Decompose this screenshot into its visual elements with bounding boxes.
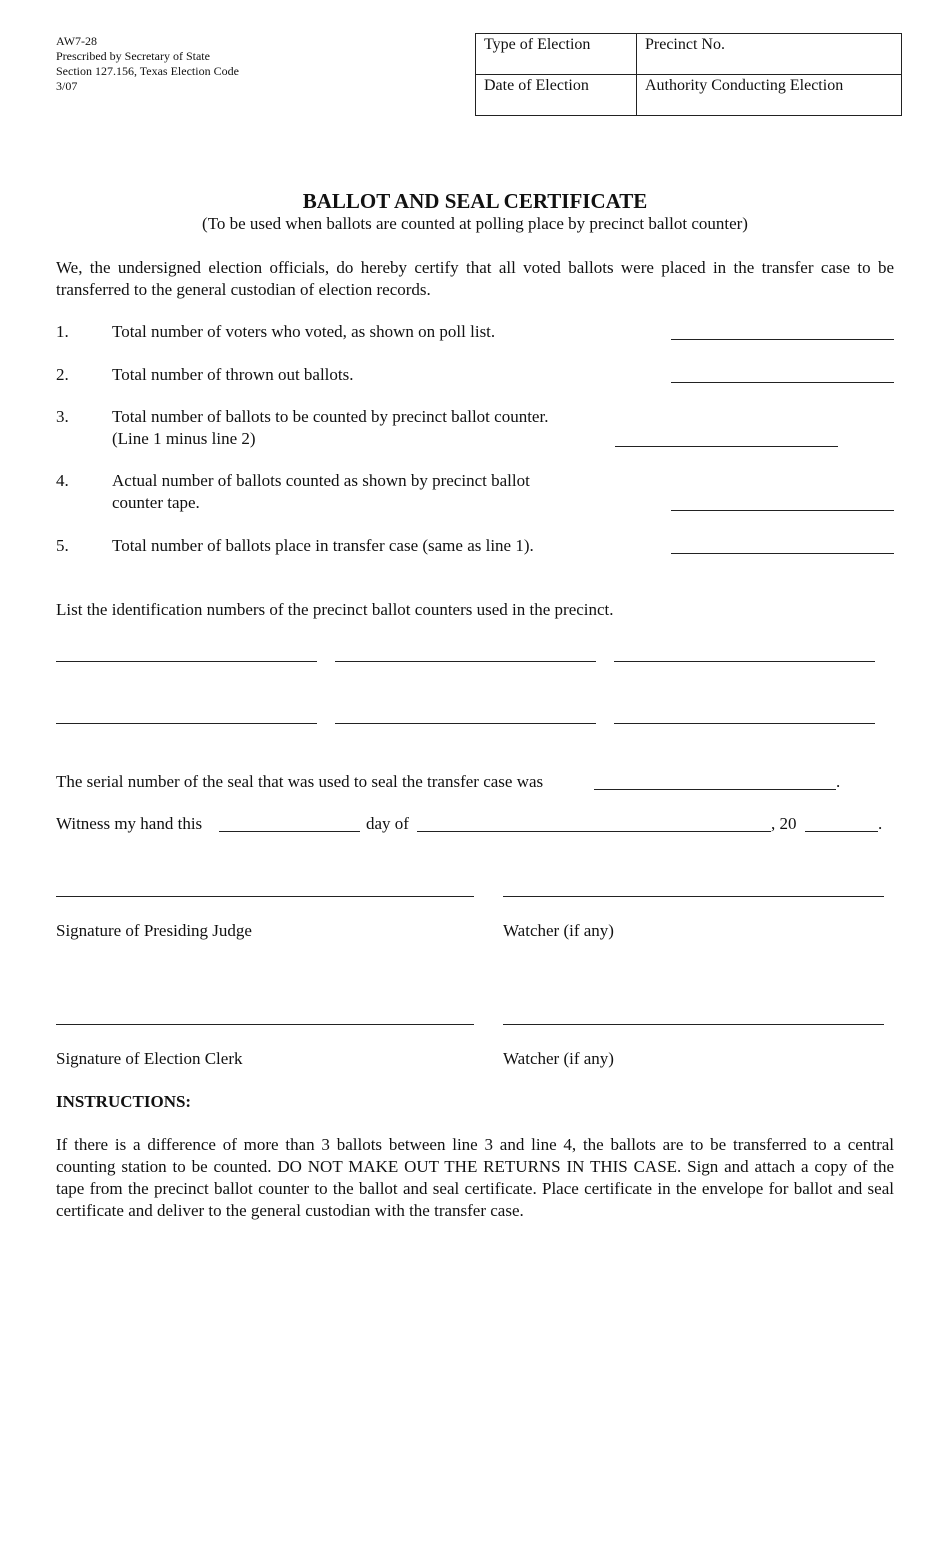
counter-id-blank[interactable] — [56, 661, 317, 662]
election-clerk-signature-line[interactable] — [56, 1024, 474, 1025]
counter-id-blank[interactable] — [335, 723, 596, 724]
item-1-blank[interactable] — [671, 339, 894, 340]
election-clerk-label: Signature of Election Clerk — [56, 1049, 243, 1068]
witness-year-prefix: , 20 — [771, 814, 797, 833]
type-of-election-field[interactable] — [476, 34, 637, 75]
item-2-text: Total number of thrown out ballots. — [112, 365, 354, 384]
intro-paragraph: We, the undersigned election officials, do hereby certify that all voted ballots were placed in the transfer case to be transferred to the general custodian of election records. — [56, 258, 894, 299]
instructions-body: If there is a difference of more than 3 ballots between line 3 and line 4, the ballots are to be transferred to a central counting station to be counted. DO NOT MAKE OUT THE RETURNS IN THIS CASE. Sign and attach a copy of the tape from the precinct ballot counter to the ballot and seal certificate. Place certificate in the envelope for ballot and seal certificate and deliver to the general custodian with the transfer case. — [56, 1135, 894, 1220]
counter-id-blank[interactable] — [614, 723, 875, 724]
item-2-number: 2. — [56, 365, 69, 384]
item-4-blank[interactable] — [671, 510, 894, 511]
item-1-number: 1. — [56, 322, 69, 341]
type-of-election-label: Type of Election — [484, 36, 591, 53]
page-subtitle: (To be used when ballots are counted at polling place by precinct ballot counter) — [202, 214, 748, 233]
witness-month-blank[interactable] — [417, 831, 771, 832]
authority-field[interactable] — [637, 75, 902, 116]
counter-id-blank[interactable] — [614, 661, 875, 662]
watcher-2-label: Watcher (if any) — [503, 1049, 614, 1068]
revision-date: 3/07 — [56, 79, 78, 93]
counters-prompt: List the identification numbers of the precinct ballot counters used in the precinct. — [56, 600, 614, 619]
precinct-no-field[interactable] — [637, 34, 902, 75]
item-2-blank[interactable] — [671, 382, 894, 383]
prescribed-by: Prescribed by Secretary of State — [56, 49, 210, 63]
authority-label: Authority Conducting Election — [645, 77, 844, 94]
election-header-table — [475, 33, 902, 116]
watcher-1-signature-line[interactable] — [503, 896, 884, 897]
item-4-text: Actual number of ballots counted as shown by precinct ballot — [112, 471, 530, 490]
date-of-election-label: Date of Election — [484, 77, 589, 94]
item-3-text-line2: (Line 1 minus line 2) — [112, 429, 256, 448]
item-5-number: 5. — [56, 536, 69, 555]
date-of-election-field[interactable] — [476, 75, 637, 116]
form-id: AW7-28 — [56, 34, 98, 48]
watcher-2-signature-line[interactable] — [503, 1024, 884, 1025]
witness-prefix: Witness my hand this — [56, 814, 203, 833]
item-4-text-line2: counter tape. — [112, 493, 200, 512]
witness-period: . — [878, 814, 883, 833]
instructions-heading: INSTRUCTIONS: — [56, 1092, 192, 1111]
item-4-number: 4. — [56, 471, 69, 490]
item-5-text: Total number of ballots place in transfer case (same as line 1). — [112, 536, 534, 555]
item-5-blank[interactable] — [671, 553, 894, 554]
witness-day-blank[interactable] — [219, 831, 360, 832]
watcher-1-label: Watcher (if any) — [503, 921, 614, 940]
counter-id-blank[interactable] — [56, 723, 317, 724]
counter-id-blank[interactable] — [335, 661, 596, 662]
presiding-judge-label: Signature of Presiding Judge — [56, 921, 252, 940]
precinct-no-label: Precinct No. — [645, 36, 725, 53]
seal-period: . — [836, 772, 841, 791]
item-3-text: Total number of ballots to be counted by precinct ballot counter. — [112, 407, 549, 426]
presiding-judge-signature-line[interactable] — [56, 896, 474, 897]
page-title: BALLOT AND SEAL CERTIFICATE — [302, 189, 648, 213]
item-3-blank[interactable] — [615, 446, 838, 447]
witness-day-of: day of — [366, 814, 409, 833]
seal-sentence: The serial number of the seal that was used to seal the transfer case was — [56, 772, 544, 791]
item-3-number: 3. — [56, 407, 69, 426]
witness-year-blank[interactable] — [805, 831, 878, 832]
code-section: Section 127.156, Texas Election Code — [56, 64, 239, 78]
form-meta — [56, 34, 239, 94]
item-1-text: Total number of voters who voted, as shown on poll list. — [112, 322, 496, 341]
seal-serial-blank[interactable] — [594, 789, 836, 790]
